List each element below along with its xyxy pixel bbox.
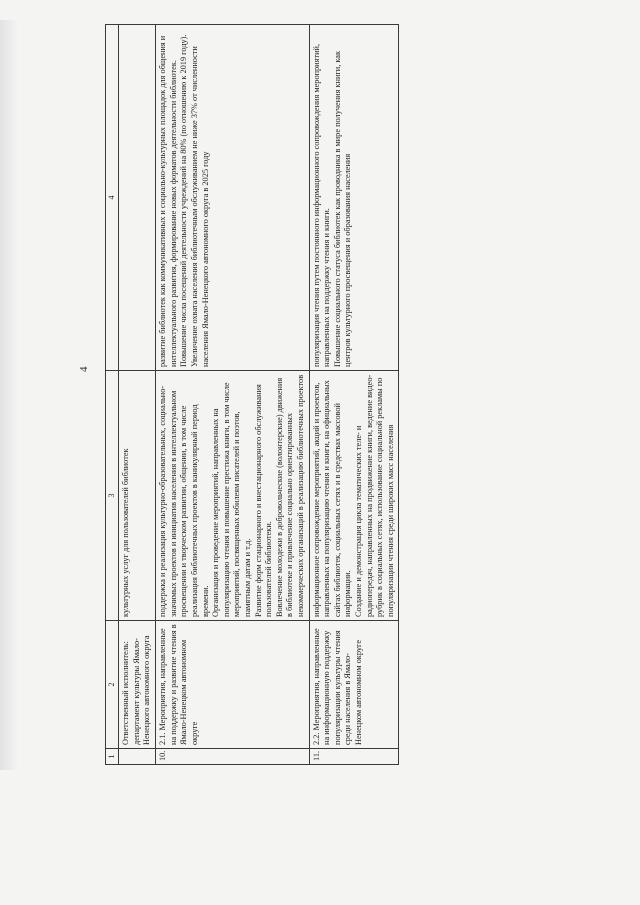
table-row [119, 25, 156, 765]
header-row [106, 25, 119, 765]
tasks-cell: поддержка и реализация культурно-образовательных, социально-значимых проектов и инициатив населения в интеллектуальном просвещении и творческом развитии, общении, в том числе реализация библиотечных проектов в каникулярный период времени. Организация и проведение мероприятий, направленных на популяризацию чтения и повышение престижа книги, в том числе мероприятий, посвященных юбилеям писателей и поэтов, памятным датам и т.д. Развитие форм стационарного и внестационарного обслуживания пользователей библиотеки. Вовлечение молодежи в добровольческие (волонтерские) движения в библиотеке и привлечение социально ориентированных некоммерческих организаций в реализацию библиотечных проектов [156, 371, 310, 621]
row-number: 11. [309, 749, 399, 765]
header-cell-1: 1 [106, 749, 119, 765]
table-row [156, 25, 310, 765]
tasks-cell: информационное сопровождение мероприятий, акций и проектов, направленных на популяризацию чтения и книги, на официальных сайтах библиотек, социальных сетях и в средствах массовой информации. Создание и демонстрация цикла тематических теле- и радиопередач, направленных на продвижение книги, ведение видео-рубрик в социальных сетях, использование социальной рекламы по популяризации чтения среди широких масс населения [309, 371, 399, 621]
header-cell-2: 2 [106, 621, 119, 749]
results-cell: популяризация чтения путем постоянного информационного сопровождения мероприятий, направленных на поддержку чтения и книги. Повышение социального статуса библиотек как проводника в мире получения книги, как центров культурного просвещения и образования населения [309, 25, 399, 371]
header-cell-3: 3 [106, 371, 119, 621]
event-cell: Ответственный исполнитель: департамент культуры Ямало-Ненецкого автономного округа [119, 621, 156, 749]
results-cell: развитие библиотек как коммуникативных и социально-культурных площадок для общения и интеллектуального развития, формирование новых форматов деятельности библиотек. Повышение числа посещений деятельности учреждений на 80% (по отношению к 2019 году). Увеличение охвата населения библиотечным обслуживанием не ниже 37% от численности населения Ямало-Ненецкого автономного округа в 2025 году [156, 25, 310, 371]
header-cell-4: 4 [106, 25, 119, 371]
page-number: 4 [78, 366, 90, 372]
event-cell: 2.2. Мероприятия, направленные на информационную поддержку популяризации культуры чтения среди населения в Ямало-Ненецком автономном округе [309, 621, 399, 749]
tasks-cell: культурных услуг для пользователей библиотек [119, 371, 156, 621]
table-row [309, 25, 399, 765]
program-table [105, 24, 399, 765]
results-cell [119, 25, 156, 371]
rotated-table-container [105, 25, 625, 765]
row-number [119, 749, 156, 765]
row-number: 10. [156, 749, 310, 765]
scan-edge-shadow [0, 20, 18, 770]
event-cell: 2.1. Мероприятия, направленные на поддержку и развитие чтения в Ямало-Ненецком автономном округе [156, 621, 310, 749]
